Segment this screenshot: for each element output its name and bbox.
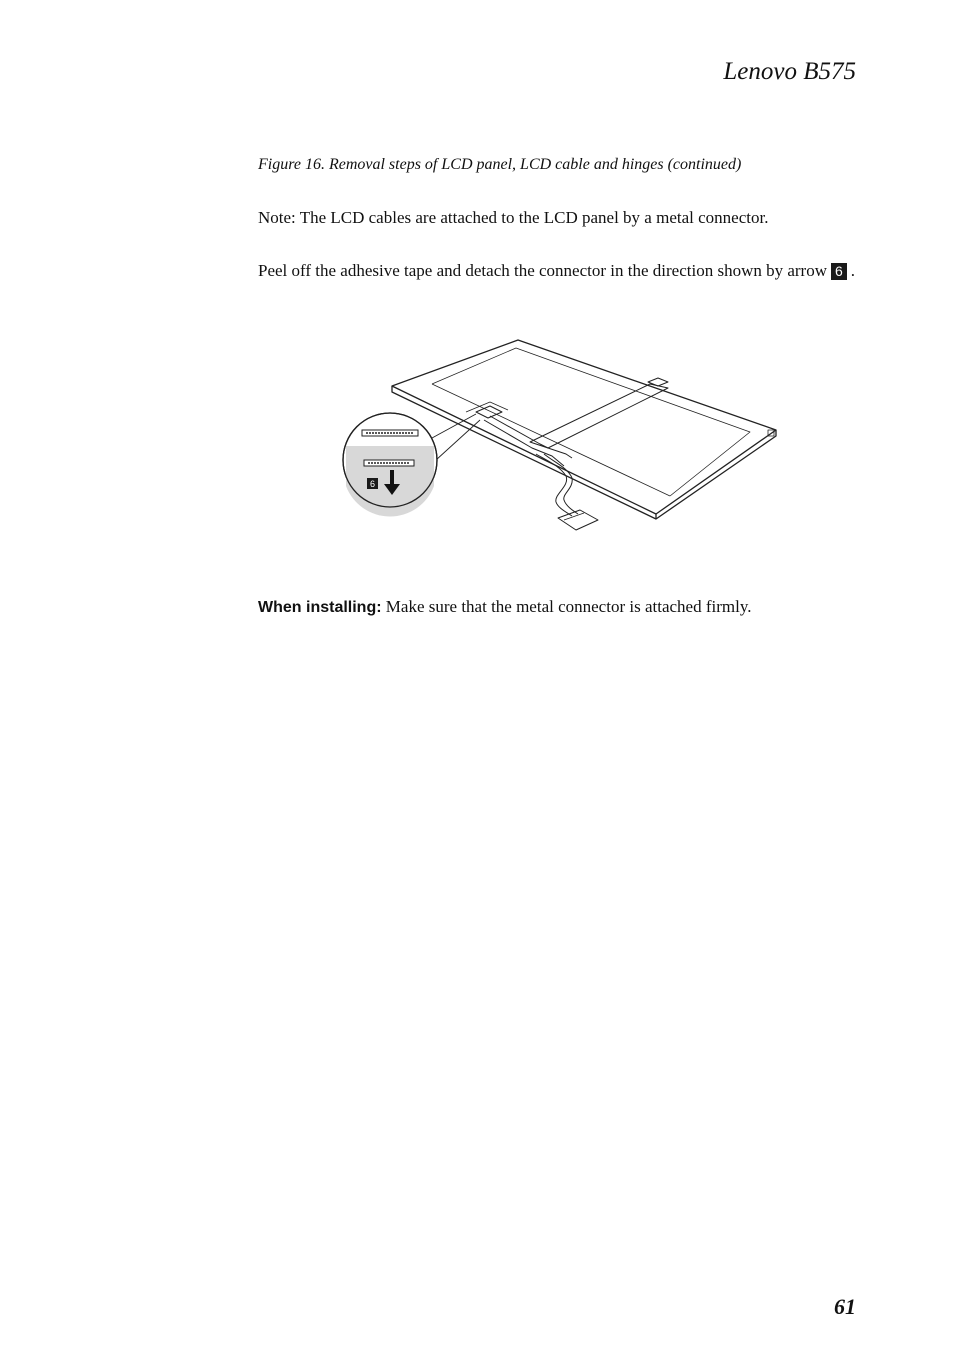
note-paragraph: Note: The LCD cables are attached to the LCD panel by a metal connector. (258, 208, 769, 227)
instruction-paragraph (258, 260, 858, 282)
step-badge: 6 (831, 263, 847, 280)
page-number: 61 (834, 1294, 856, 1319)
lcd-connector-illustration (340, 336, 780, 540)
instruction-text: Peel off the adhesive tape and detach the connector in the direction shown by arrow (258, 261, 827, 280)
figure-caption: Figure 16. Removal steps of LCD panel, LCD cable and hinges (continued) (258, 156, 742, 173)
instruction-end: . (850, 261, 856, 280)
when-installing-label: When installing: (258, 599, 382, 616)
callout-step-label: 6 (369, 479, 376, 489)
document-title: Lenovo B575 (723, 58, 856, 85)
lcd-panel-outline (392, 340, 776, 514)
when-installing-text: Make sure that the metal connector is attached firmly. (385, 597, 752, 616)
when-installing-paragraph (258, 596, 858, 619)
magnified-callout (343, 413, 437, 516)
